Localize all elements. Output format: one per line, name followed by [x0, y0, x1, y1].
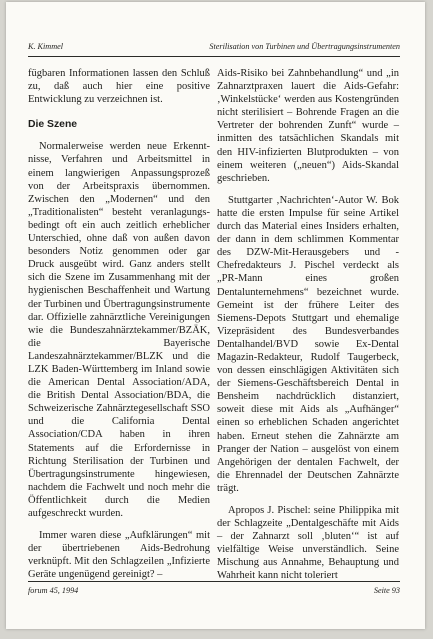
footer-rule: [28, 581, 400, 582]
running-header: [28, 42, 400, 51]
header-title: Sterilisation von Turbinen und Übertragungsinstrumenten: [209, 42, 400, 51]
header-rule: [28, 56, 400, 57]
paragraph: Apropos J. Pischel: seine Philippika mit der Schlagzeite „Dentalgeschäfte mit Aids – der Zahnarzt soll ‚bluten‘“ ist auf vielfältige Weise unverständlich. Seine Mischung aus Annahme, Behauptung und Wahrheit kann nicht toleriert: [217, 505, 399, 582]
section-heading: Die Szene: [28, 119, 78, 131]
right-column: [217, 67, 399, 583]
paragraph: Normalerweise werden neue Erkenntnisse, Verfahren und Arbeitsmittel in einem langwierigen Anpassungsprozeß von der Arbeitspraxis übernommen. Zwischen den „Modernen“ und den „Traditionalisten“ besteht veranlagungsbedingt oft ein auch zeitlich erheblicher Unterschied, ohne daß von außen davon besonders Notiz genommen oder gar Druck ausgeübt wird. Ganz anders stellt sich die Szene im Zusammenhang mit der hygienischen Beschaffenheit und Wartung der Turbinen und Übertragungsinstrumente dar. Offizielle zahnärztliche Vereinigungen wie die Bundeszahnärztekammer/BZÄK, die Bayerische Landeszahnärztekammer/BLZK und die LZK Baden-Württemberg im Inland sowie die American Dental Association/ADA, die British Dental Association/BDA, die Schweizerische Zahnärztegesellschaft SSO und die California Dental Association/CDA haben in ihren Statements auf die Erfordernisse in Richtung Sterilisation der Turbinen und Übertragungsinstrumente hingewiesen, nachdem die Fachwelt und noch mehr die Öffentlichkeit durch die Medien aufgeschreckt wurden.: [28, 141, 210, 519]
paragraph: Immer waren diese „Aufklärungen“ mit der übertriebenen Aids-Bedrohung verknüpft. Mit den Schlagzeilen „Infizierte Geräte ungenügend gereinigt? –: [28, 530, 210, 581]
paragraph: Stuttgarter ‚Nachrichten‘-Autor W. Bok hatte die ersten Impulse für seine Artikel durch das Material eines Insiders erhalten, der dann in dem schlimmen Kommentar des DZW-Mit-Herausgebers und -Chefredakteurs J. Pischel verdeckt als „PR-Mann eines großen Dentalunternehmens“ bezeichnet wurde. Gemeint ist der frühere Leiter des Siemens-Depots Stuttgart und ehemalige Vizepräsident des Bundesverbandes Dentalhandel/BVD sowie Ex-Dental Magazin-Redakteur, Rudolf Taugerbeck, von dessen einschlägigen Aktivitäten sich der Siemens-Geschäftsbereich Dental in Bensheim nachdrücklich distanziert, soweit diese mit Aids als „Aufhänger“ einen so erheblichen Schaden angerichtet haben. Erneut stehen die Zahnärzte am Pranger der Nation – ausgelöst von einem Angehörigen der dentalen Fachwelt, der die Ehrennadel der Deutschen Zahnärzte trägt.: [217, 194, 399, 494]
footer-journal: forum 45, 1994: [28, 586, 79, 595]
page-number: Seite 93: [373, 586, 400, 595]
document-page: [6, 2, 425, 629]
intro-paragraph: fügbaren Informationen lassen den Schluß zu, daß auch hier eine positive Entwicklung zu verzeichnen ist.: [28, 68, 210, 106]
page-footer: [28, 586, 400, 595]
left-column: [28, 67, 210, 581]
paragraph: Aids-Risiko bei Zahnbehandlung“ und „in Zahnarztpraxen lauert die Aids-Gefahr: ‚Winkelstücke‘ werden aus Kostengründen nicht sterilisiert – Bohrende Fragen an die Vertreter der bohrenden Zunft“ wurde – inmitten des tatsächlichen Skandals mit den HIV-infizierten Blutprodukten – von einem weiteren („neuen“) Aids-Skandal geschrieben.: [217, 68, 399, 184]
header-author: K. Kimmel: [28, 42, 64, 51]
